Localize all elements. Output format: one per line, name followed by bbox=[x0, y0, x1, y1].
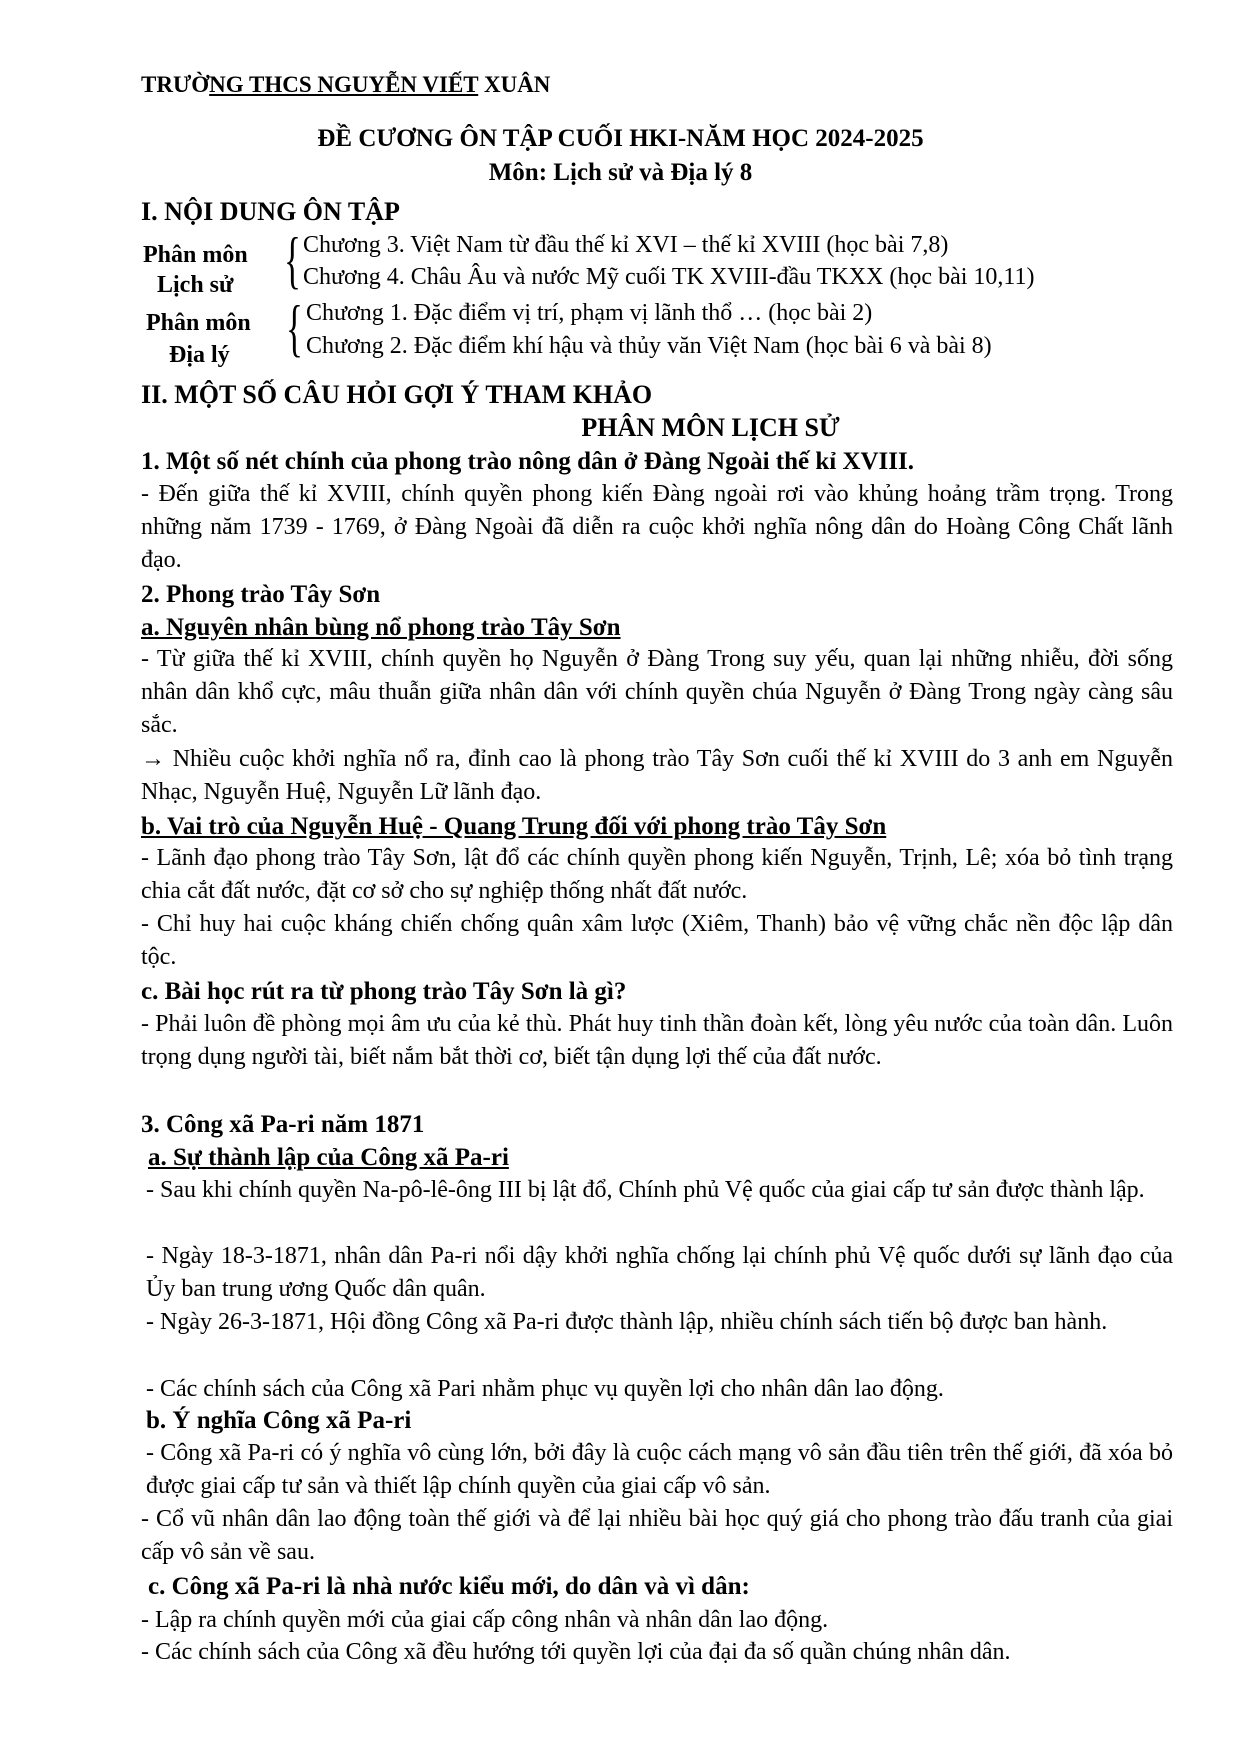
q2b-text-2: - Chỉ huy hai cuộc kháng chiến chống quân xâm lược (Xiêm, Thanh) bảo vệ vững chắc nền độc lập dân tộc. bbox=[141, 911, 1173, 970]
q3a-text-1: - Sau khi chính quyền Na-pô-lê-ông III bị lật đổ, Chính phủ Vệ quốc của giai cấp tư sản được thành lập. bbox=[146, 1177, 1145, 1203]
q3c-heading: c. Công xã Pa-ri là nhà nước kiểu mới, do dân và vì dân: bbox=[148, 1573, 750, 1600]
q2c-heading: c. Bài học rút ra từ phong trào Tây Sơn là gì? bbox=[141, 978, 627, 1005]
q2a-text-2: → Nhiều cuộc khởi nghĩa nổ ra, đỉnh cao là phong trào Tây Sơn cuối thế kỉ XVIII do 3 anh em Nguyễn Nhạc, Nguyễn Huệ, Nguyễn Lữ lãnh đạo. bbox=[141, 746, 1173, 805]
q3b-text-1: - Công xã Pa-ri có ý nghĩa vô cùng lớn, bởi đây là cuộc cách mạng vô sản đầu tiên trên thế giới, đã xóa bỏ được giai cấp tư sản và thiết lập chính quyền của giai cấp vô sản. bbox=[146, 1440, 1173, 1499]
q2a-text-1: - Từ giữa thế kỉ XVIII, chính quyền họ Nguyễn ở Đàng Trong suy yếu, quan lại những nhiễu, đời sống nhân dân khổ cực, mâu thuẫn giữa nhân dân với chính quyền chúa Nguyễn ở Đàng Trong ngày càng sâu sắc. bbox=[141, 646, 1173, 738]
q2-heading: 2. Phong trào Tây Sơn bbox=[141, 581, 381, 608]
history-chapter-3: Chương 3. Việt Nam từ đầu thế kỉ XVI – thế kỉ XVIII (học bài 7,8) bbox=[303, 232, 949, 258]
geography-label-line1: Phân môn bbox=[146, 310, 251, 336]
history-label-line2: Lịch sử bbox=[157, 272, 234, 298]
q1-text: - Đến giữa thế kỉ XVIII, chính quyền phong kiến Đàng ngoài rơi vào khủng hoảng trầm trọng. Trong những năm 1739 - 1769, ở Đàng Ngoài đã diễn ra cuộc khởi nghĩa nông dân do Hoàng Công Chất lãnh đạo. bbox=[141, 481, 1173, 573]
geography-chapter-1: Chương 1. Đặc điểm vị trí, phạm vị lãnh thổ … (học bài 2) bbox=[306, 300, 873, 326]
q3b-text-2: - Cổ vũ nhân dân lao động toàn thế giới và để lại nhiều bài học quý giá cho phong trào đấu tranh của giai cấp vô sản về sau. bbox=[141, 1506, 1173, 1565]
section-2-heading: II. MỘT SỐ CÂU HỎI GỢI Ý THAM KHẢO bbox=[141, 380, 653, 409]
q3a-text-3: - Ngày 26-3-1871, Hội đồng Công xã Pa-ri được thành lập, nhiều chính sách tiến bộ được ban hành. bbox=[146, 1309, 1108, 1335]
geography-brace: { bbox=[286, 292, 303, 363]
history-label-line1: Phân môn bbox=[143, 242, 248, 268]
q3-heading: 3. Công xã Pa-ri năm 1871 bbox=[141, 1111, 425, 1138]
section-1-heading: I. NỘI DUNG ÔN TẬP bbox=[141, 197, 400, 226]
geography-chapter-2: Chương 2. Đặc điểm khí hậu và thủy văn Việt Nam (học bài 6 và bài 8) bbox=[306, 333, 992, 359]
q3c-text-1: - Lập ra chính quyền mới của giai cấp công nhân và nhân dân lao động. bbox=[141, 1607, 829, 1633]
history-chapter-4: Chương 4. Châu Âu và nước Mỹ cuối TK XVIII-đầu TKXX (học bài 10,11) bbox=[303, 264, 1035, 290]
q2b-text-1: - Lãnh đạo phong trào Tây Sơn, lật đổ các chính quyền phong kiến Nguyễn, Trịnh, Lê; xóa bỏ tình trạng chia cắt đất nước, đặt cơ sở cho sự nghiệp thống nhất đất nước. bbox=[141, 845, 1173, 904]
document-title: ĐỀ CƯƠNG ÔN TẬP CUỐI HKI-NĂM HỌC 2024-2025 bbox=[317, 125, 924, 152]
q1-heading: 1. Một số nét chính của phong trào nông dân ở Đàng Ngoài thế kỉ XVIII. bbox=[141, 448, 914, 475]
q3a-heading: a. Sự thành lập của Công xã Pa-ri bbox=[148, 1144, 509, 1171]
geography-label-line2: Địa lý bbox=[169, 342, 230, 368]
q3a-text-2: - Ngày 18-3-1871, nhân dân Pa-ri nổi dậy khởi nghĩa chống lại chính phủ Vệ quốc dưới sự lãnh đạo của Ủy ban trung ương Quốc dân quân. bbox=[146, 1243, 1173, 1302]
history-brace: { bbox=[284, 224, 301, 295]
q2a-heading: a. Nguyên nhân bùng nổ phong trào Tây Sơn bbox=[141, 614, 621, 641]
school-name: TRƯỜNG THCS NGUYỄN VIẾT XUÂN bbox=[141, 72, 551, 97]
q2b-heading: b. Vai trò của Nguyễn Huệ - Quang Trung đối với phong trào Tây Sơn bbox=[141, 813, 887, 840]
q2c-text: - Phải luôn đề phòng mọi âm ưu của kẻ thù. Phát huy tinh thần đoàn kết, lòng yêu nước của toàn dân. Luôn trọng dụng người tài, biết nắm bắt thời cơ, biết tận dụng lợi thế của đất nước. bbox=[141, 1011, 1173, 1070]
history-part-heading: PHÂN MÔN LỊCH SỬ bbox=[581, 413, 840, 442]
q3b-heading: b. Ý nghĩa Công xã Pa-ri bbox=[146, 1407, 412, 1434]
document-subject: Môn: Lịch sử và Địa lý 8 bbox=[488, 159, 753, 186]
q3c-text-2: - Các chính sách của Công xã đều hướng tới quyền lợi của đại đa số quần chúng nhân dân. bbox=[141, 1639, 1011, 1665]
q3a-text-4: - Các chính sách của Công xã Pari nhằm phục vụ quyền lợi cho nhân dân lao động. bbox=[146, 1376, 944, 1402]
